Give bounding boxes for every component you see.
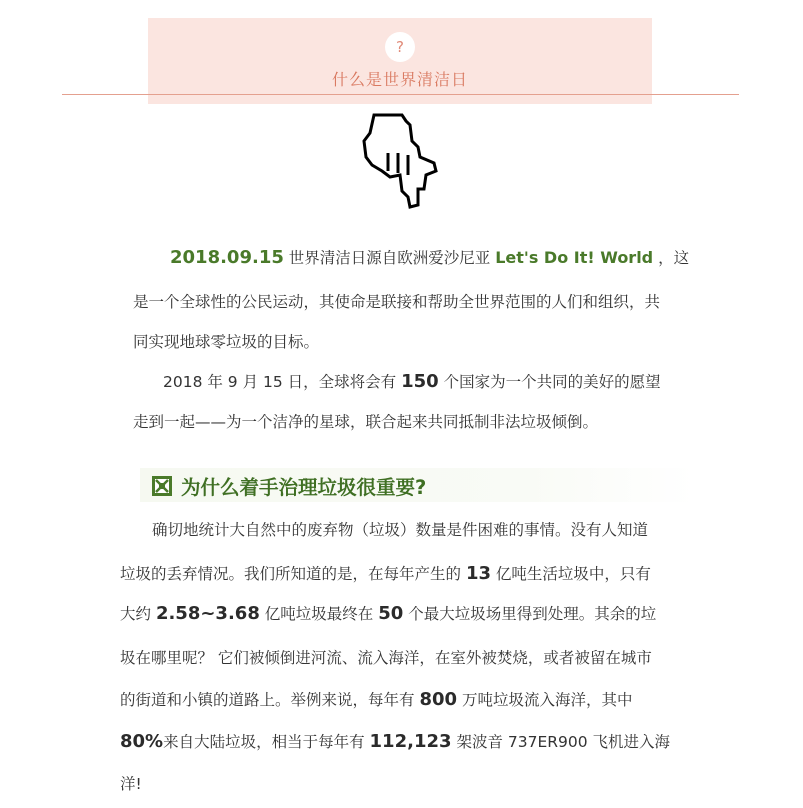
intro-line-4 <box>163 370 661 392</box>
question-icon: ? <box>385 32 415 62</box>
body-line-1: 确切地统计大自然中的废弃物（垃圾）数量是件困难的事情。没有人知道 <box>152 521 649 539</box>
body-text-3-pre: 大约 <box>120 605 156 623</box>
processed-range: 2.58~3.68 <box>155 603 260 624</box>
intro-line-5: 走到一起——为一个洁净的星球，联合起来共同抵制非法垃圾倾倒。 <box>133 413 599 431</box>
section-title: 为什么着手治理垃圾很重要? <box>181 476 427 499</box>
crossed-square-icon <box>151 475 173 497</box>
country-count: 150 <box>401 371 439 392</box>
body-text-5-post: 万吨垃圾流入海洋，其中 <box>457 691 633 709</box>
intro-text-4-post: 个国家为一个共同的美好的愿望 <box>438 373 661 391</box>
body-line-6 <box>120 730 670 752</box>
body-text-2-post: 亿吨生活垃圾中，只有 <box>491 565 651 583</box>
waste-total: 13 <box>465 563 491 584</box>
body-text-6-mid: 来自大陆垃圾，相当于每年有 <box>163 733 370 751</box>
org-name: Let's Do It! World <box>495 248 654 267</box>
body-line-7: 洋! <box>120 775 142 793</box>
intro-text-4-pre: 2018 年 9 月 15 日，全球将会有 <box>163 373 402 391</box>
body-text-3-post: 个最大垃圾场里得到处理。其余的垃 <box>403 605 657 623</box>
ocean-waste: 800 <box>419 689 458 710</box>
intro-line-3: 同实现地球零垃圾的目标。 <box>133 333 320 351</box>
body-text-2-pre: 垃圾的丢弃情况。我们所知道的是，在每年产生的 <box>120 565 466 583</box>
intro-text-1-end: ，这 <box>653 249 690 267</box>
body-text-5-pre: 的街道和小镇的道路上。举例来说，每年有 <box>120 691 420 709</box>
body-line-2 <box>120 562 651 584</box>
body-text-6-post: 架波音 737ER900 飞机进入海 <box>451 733 671 751</box>
plane-count: 112,123 <box>369 731 452 752</box>
body-line-4: 圾在哪里呢？ 它们被倾倒进河流、流入海洋，在室外被焚烧，或者被留在城市 <box>120 649 652 667</box>
section-header-title: 什么是世界清洁日 <box>331 70 468 89</box>
intro-text-1: 世界清洁日源自欧洲爱沙尼亚 <box>283 249 496 267</box>
land-percent: 80% <box>120 731 164 752</box>
event-date: 2018.09.15 <box>170 247 284 268</box>
pointing-hand-icon <box>362 113 438 209</box>
body-line-3 <box>120 602 656 624</box>
landfill-count: 50 <box>378 603 404 624</box>
body-text-3-mid: 亿吨垃圾最终在 <box>259 605 379 623</box>
body-line-5 <box>120 688 632 710</box>
header-divider <box>62 94 739 95</box>
intro-line-1 <box>170 246 689 268</box>
intro-line-2: 是一个全球性的公民运动，其使命是联接和帮助全世界范围的人们和组织，共 <box>133 293 661 311</box>
